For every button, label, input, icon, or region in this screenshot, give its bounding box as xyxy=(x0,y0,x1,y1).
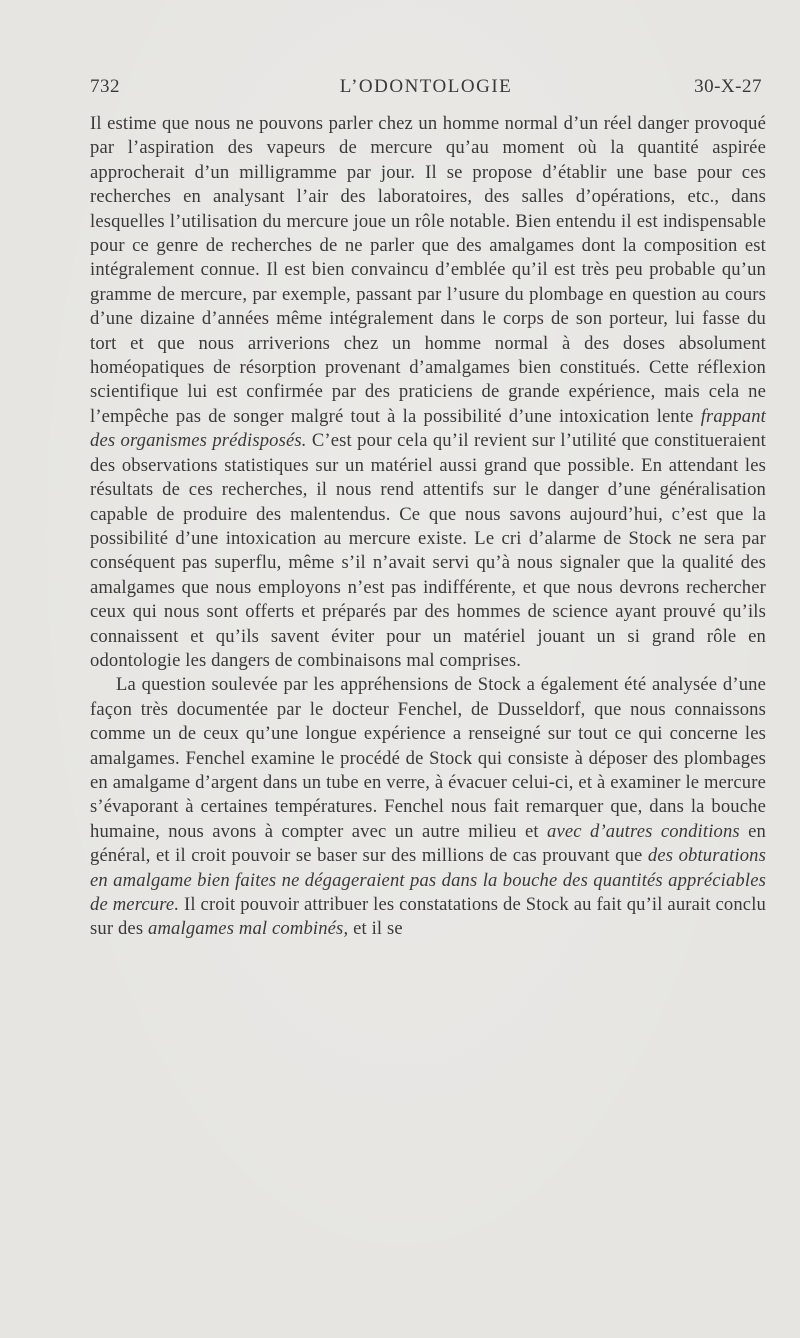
paragraph-1-italic: frappant des organismes prédisposés. xyxy=(90,405,766,452)
paragraph-1 xyxy=(90,112,766,673)
page-number: 732 xyxy=(90,76,120,97)
paragraph-2-text-a: La question soulevée par les appréhensions de Stock a également été analysée d’une façon très documentée par le docteur Fenchel, de Dusseldorf, que nous connaissons comme un de ceux qu’une longue expérience a renseigné sur tout ce qui concerne les amalgames. Fenchel examine le procédé de Stock qui consiste à déposer des plombages en amalgame d’argent dans un tube en verre, à évacuer celui-ci, et à examiner le mercure s’évaporant à certaines températures. Fenchel nous fait remarquer que, dans la bouche humaine, nous avons à compter avec un autre milieu et xyxy=(90,674,766,842)
paragraph-1-text-a: Il estime que nous ne pouvons parler chez un homme normal d’un réel danger provoqué par l’aspiration des vapeurs de mercure qu’au moment où la quantité aspirée approcherait d’un milligramme par jour. Il se propose d’établir une base pour ces recherches en analysant l’air des laboratoires, des salles d’opérations, etc., dans lesquelles l’utilisation du mercure joue un rôle notable. Bien entendu il est indispensable pour ce genre de recherches de ne parler que des amalgames dont la composition est intégralement connue. Il est bien convaincu d’emblée qu’il est très peu probable qu’un gramme de mercure, par exemple, passant par l’usure du plombage en question au cours d’une dizaine d’années même intégralement dans le corps de son porteur, lui fasse du tort et que nous arriverions chez un homme normal à des doses absolument homéopatiques de résorption provenant d’amalgames bien constitués. Cette réflexion scientifique lui est confirmée par des praticiens de grande expérience, mais cela ne l’empêche pas de songer malgré tout à la possibilité d’une intoxication lente xyxy=(90,113,766,427)
paragraph-2-text-g: et il se xyxy=(353,918,403,940)
paragraph-2-italic-d: des obturations en amalgame bien faites ne dégageraient pas dans la bouche des quantités appréciables de mercure. xyxy=(90,845,766,915)
paragraph-2-italic-f: amalgames mal combinés, xyxy=(148,918,349,940)
issue-date: 30-X-27 xyxy=(694,76,762,97)
paragraph-2-text-c: en général, et il croit pouvoir se baser sur des millions de cas prouvant que xyxy=(90,820,766,867)
paragraph-2-italic-b: avec d’autres conditions xyxy=(547,820,740,842)
paragraph-1-text-c: C’est pour cela qu’il revient sur l’utilité que constitueraient des observations statistiques sur un matériel aussi grand que possible. En attendant les résultats de ces recherches, il nous rend attentifs sur le danger d’une généralisation capable de produire des malentendus. Ce que nous savons aujourd’hui, c’est que la possibilité d’une intoxication au mercure existe. Le cri d’alarme de Stock ne sera par conséquent pas superflu, même s’il n’avait servi qu’à nous signaler que la qualité des amalgames que nous employons n’est pas indifférente, et que nous devrons rechercher ceux qui nous sont offerts et préparés par des hommes de science ayant prouvé qu’ils connaissent et qu’ils savent éviter pour un matériel jouant un si grand rôle en odontologie les dangers de combinaisons mal comprises. xyxy=(90,430,766,671)
body-text xyxy=(90,112,766,942)
paragraph-2 xyxy=(90,673,766,941)
journal-title: L’ODONTOLOGIE xyxy=(339,76,513,97)
paragraph-2-text-e: Il croit pouvoir attribuer les constatations de Stock au fait qu’il aurait conclu sur des xyxy=(90,894,766,940)
running-head xyxy=(90,76,762,100)
